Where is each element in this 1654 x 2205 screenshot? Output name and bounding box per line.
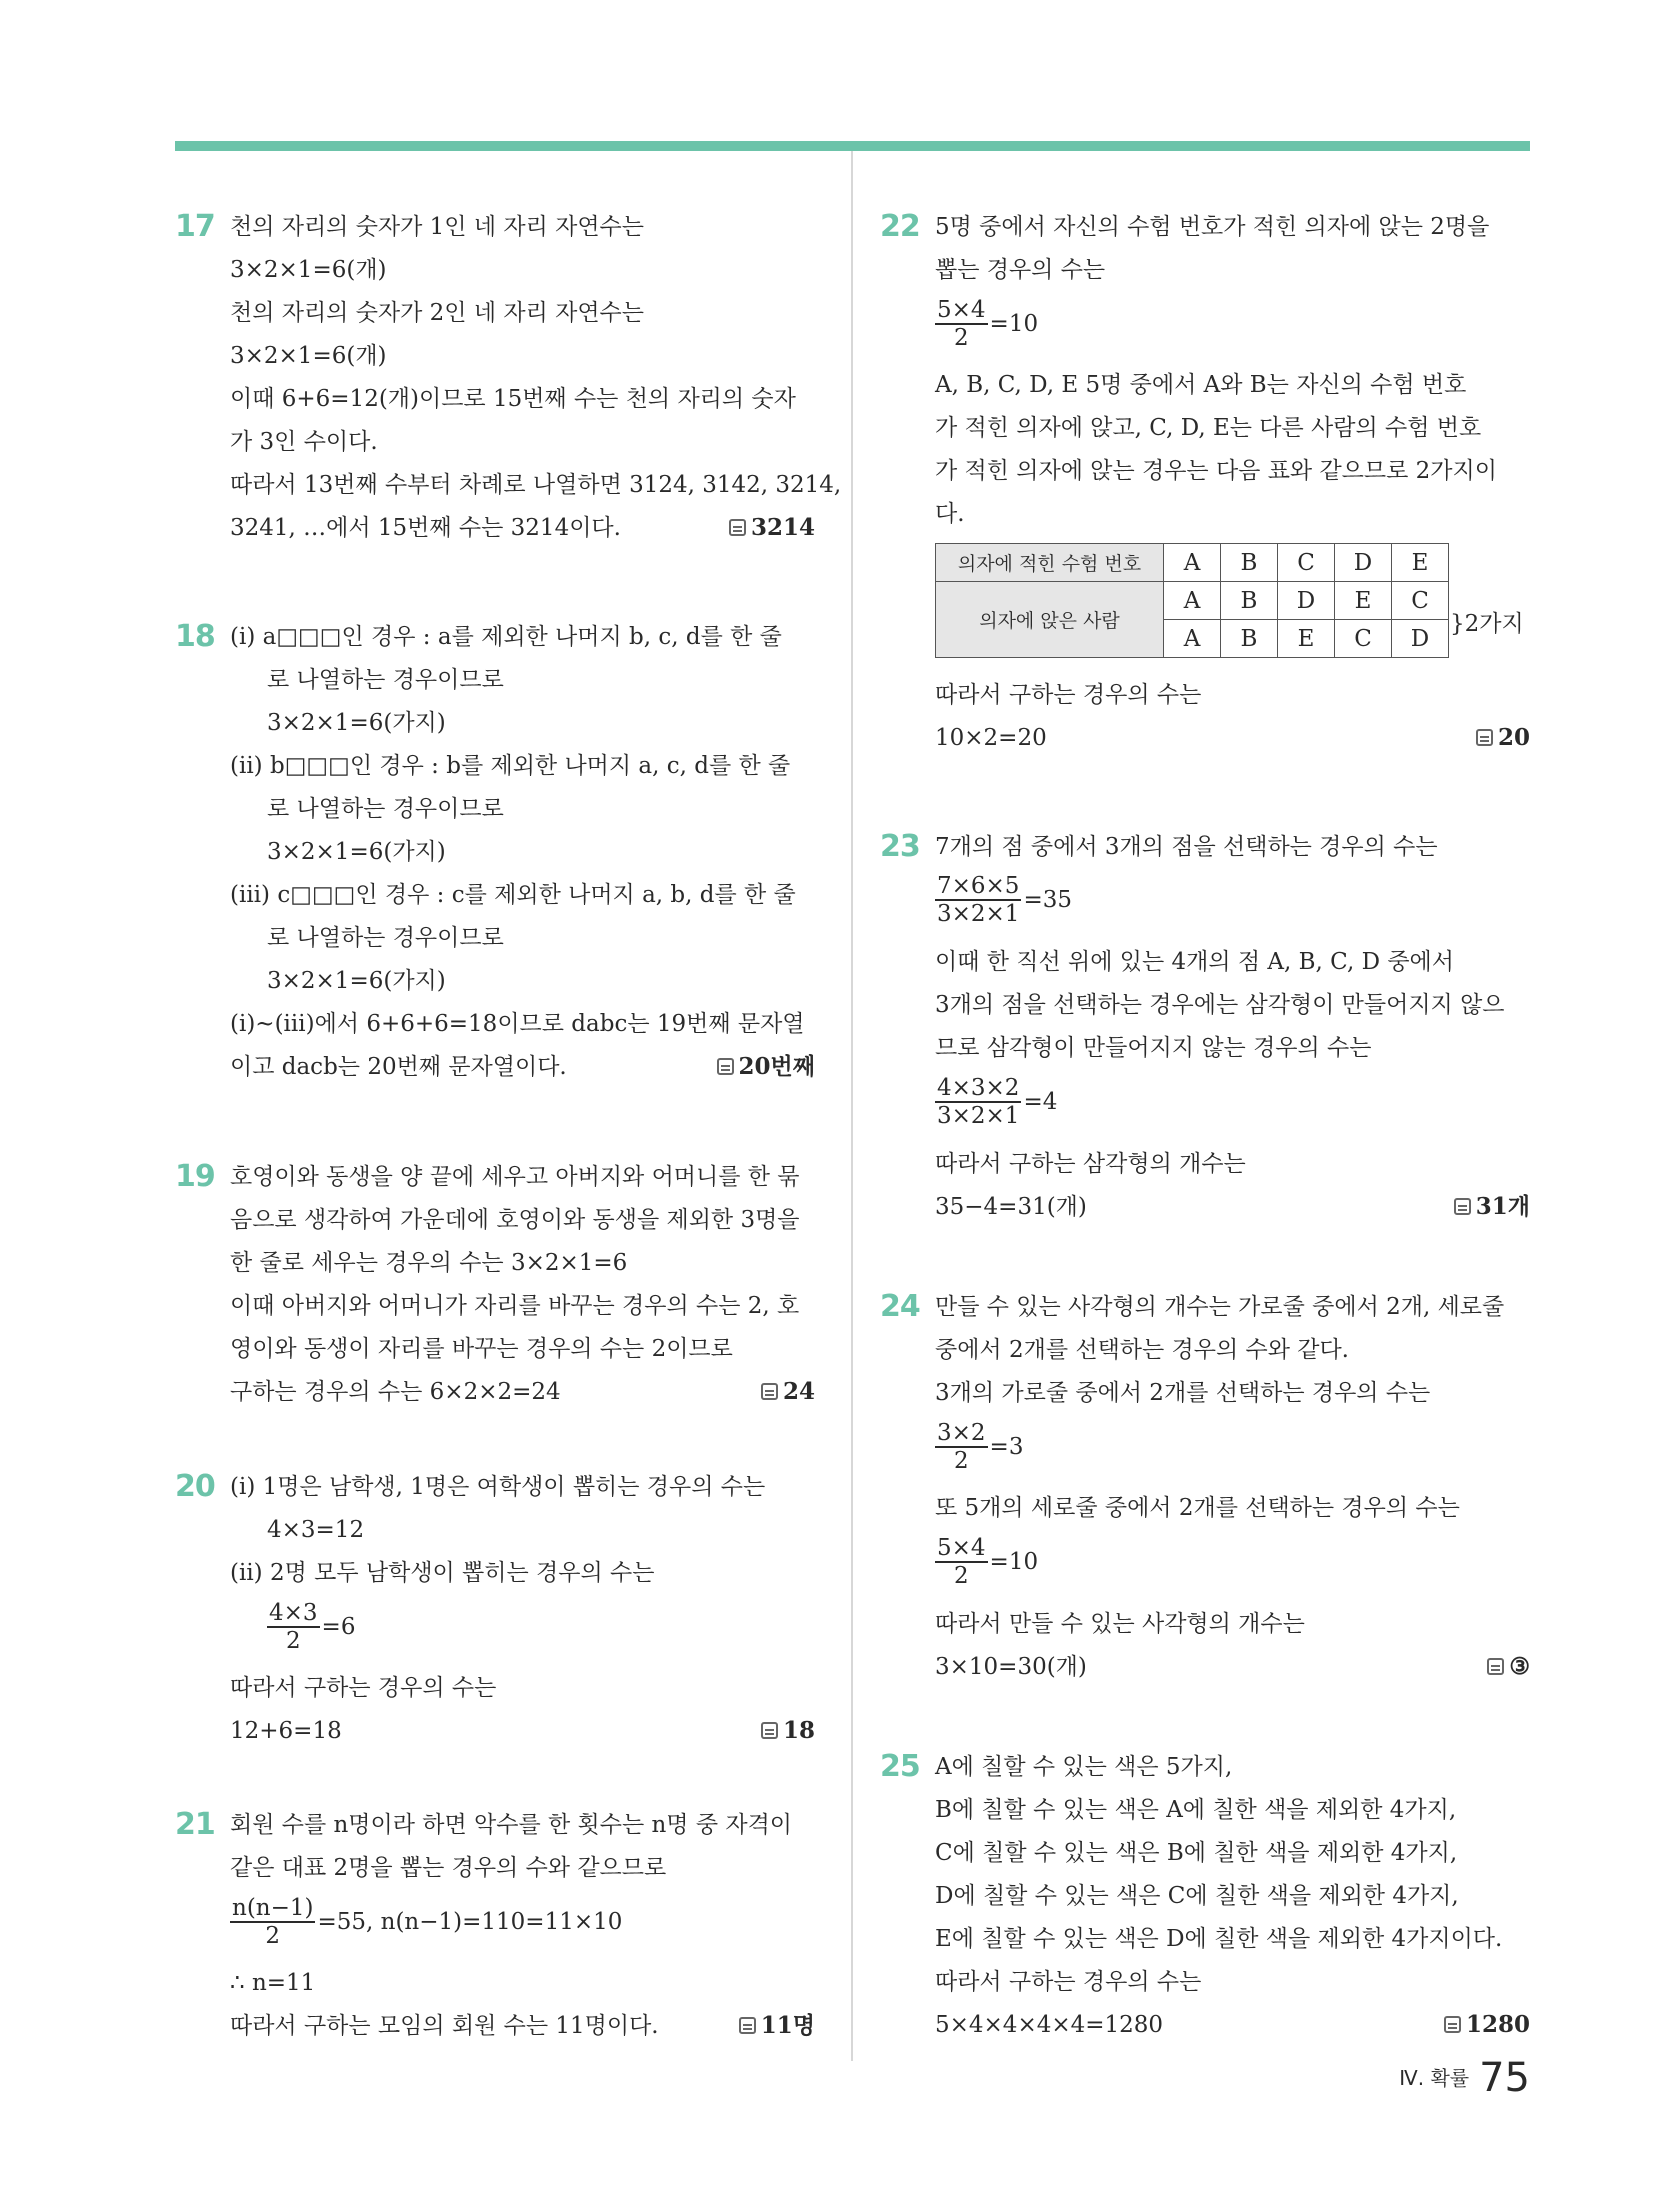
page-number: 75 xyxy=(1479,2055,1530,2101)
text-line: 4×3=12 xyxy=(267,1517,365,1543)
text-line: 로 나열하는 경우이므로 xyxy=(267,796,504,822)
answer-value: 20 xyxy=(1497,724,1530,751)
answer xyxy=(1476,716,1530,760)
table-cell: A xyxy=(1164,544,1221,582)
text-line: 이때 6+6=12(개)이므로 15번째 수는 천의 자리의 숫자 xyxy=(230,386,796,412)
fraction-expression xyxy=(230,1895,622,1949)
fraction-rest: =6 xyxy=(321,1613,356,1640)
column-divider xyxy=(851,151,853,2061)
text-line: 따라서 구하는 삼각형의 개수는 xyxy=(935,1151,1246,1177)
text-line: 이때 한 직선 위에 있는 4개의 점 A, B, C, D 중에서 xyxy=(935,949,1454,975)
text-line: 로 나열하는 경우이므로 xyxy=(267,667,504,693)
fraction-denominator: 3×2×1 xyxy=(937,900,1020,927)
text-line: 가 적힌 의자에 앉는 경우는 다음 표와 같으므로 2가지이 xyxy=(935,458,1497,484)
fraction-numerator: 7×6×5 xyxy=(937,873,1020,899)
table-cell: A xyxy=(1164,620,1221,658)
text-line: 3×2×1=6(개) xyxy=(230,257,387,283)
problem-number: 24 xyxy=(880,1289,920,1324)
text-line: 회원 수를 n명이라 하면 악수를 한 횟수는 n명 중 자격이 xyxy=(230,1812,793,1838)
text-line: 3×2×1=6(가지) xyxy=(267,839,446,865)
text-line: A에 칠할 수 있는 색은 5가지, xyxy=(935,1754,1233,1780)
fraction-numerator: 4×3 xyxy=(269,1600,318,1626)
text-line: ∴ n=11 xyxy=(230,1970,316,1996)
text-line: B에 칠할 수 있는 색은 A에 칠한 색을 제외한 4가지, xyxy=(935,1797,1457,1823)
fraction-numerator: 5×4 xyxy=(937,1535,986,1561)
table-cell: B xyxy=(1221,582,1278,620)
table-row xyxy=(936,582,1449,620)
text-line: 3241, …에서 15번째 수는 3214이다. xyxy=(230,515,621,541)
table-cell: E xyxy=(1335,582,1392,620)
text-line: 중에서 2개를 선택하는 경우의 수와 같다. xyxy=(935,1337,1349,1363)
problem-number: 22 xyxy=(880,209,920,244)
text-line: 3개의 점을 선택하는 경우에는 삼각형이 만들어지지 않으 xyxy=(935,992,1505,1018)
fraction-rest: =4 xyxy=(1023,1088,1058,1115)
fraction-rest: =3 xyxy=(989,1433,1024,1460)
table-header-cell: 의자에 적힌 수험 번호 xyxy=(936,544,1164,582)
table-cell: A xyxy=(1164,582,1221,620)
answer-value: 20번째 xyxy=(738,1053,815,1080)
table-row xyxy=(936,544,1449,582)
answer xyxy=(761,1709,815,1753)
fraction-denominator: 3×2×1 xyxy=(937,1102,1020,1129)
answer-mark-icon xyxy=(761,1383,778,1400)
answer-mark-icon xyxy=(1444,2016,1461,2033)
text-line: (ⅲ) c□□□인 경우 : c를 제외한 나머지 a, b, d를 한 줄 xyxy=(230,882,796,908)
fraction-denominator: 2 xyxy=(953,1562,969,1589)
answer xyxy=(717,1045,815,1089)
table-cell: D xyxy=(1335,544,1392,582)
answer xyxy=(1454,1185,1530,1229)
text-line: 35−4=31(개) xyxy=(935,1194,1087,1220)
text-line: 5×4×4×4×4=1280 xyxy=(935,2012,1164,2038)
table-cell: E xyxy=(1392,544,1449,582)
problem-number: 18 xyxy=(175,619,215,654)
text-line: 이고 dacb는 20번째 문자열이다. xyxy=(230,1054,567,1080)
fraction-denominator: 2 xyxy=(265,1922,281,1949)
text-line: 5명 중에서 자신의 수험 번호가 적힌 의자에 앉는 2명을 xyxy=(935,214,1490,240)
answer xyxy=(761,1370,815,1414)
text-line: 이때 아버지와 어머니가 자리를 바꾸는 경우의 수는 2, 호 xyxy=(230,1293,800,1319)
text-line: 로 나열하는 경우이므로 xyxy=(267,925,504,951)
text-line: 므로 삼각형이 만들어지지 않는 경우의 수는 xyxy=(935,1035,1372,1061)
text-line: 3×2×1=6(가지) xyxy=(267,710,446,736)
text-line: 10×2=20 xyxy=(935,725,1047,751)
text-line: (ⅰ)~(ⅲ)에서 6+6+6=18이므로 dabc는 19번째 문자열 xyxy=(230,1011,805,1037)
answer-value: 24 xyxy=(782,1378,815,1405)
text-line: 따라서 구하는 경우의 수는 xyxy=(230,1675,497,1701)
answer-mark-icon xyxy=(739,2017,756,2034)
brace-label: }2가지 xyxy=(1450,611,1524,637)
table-cell: C xyxy=(1392,582,1449,620)
problem-number: 19 xyxy=(175,1159,215,1194)
answer-value: 31개 xyxy=(1475,1193,1530,1220)
fraction-numerator: 4×3×2 xyxy=(937,1075,1020,1101)
answer-mark-icon xyxy=(1454,1198,1471,1215)
text-line: 음으로 생각하여 가운데에 호영이와 동생을 제외한 3명을 xyxy=(230,1207,800,1233)
table-cell: E xyxy=(1278,620,1335,658)
text-line: 뽑는 경우의 수는 xyxy=(935,257,1106,283)
text-line: (ⅱ) b□□□인 경우 : b를 제외한 나머지 a, c, d를 한 줄 xyxy=(230,753,791,779)
text-line: 3개의 가로줄 중에서 2개를 선택하는 경우의 수는 xyxy=(935,1380,1431,1406)
text-line: 가 적힌 의자에 앉고, C, D, E는 다른 사람의 수험 번호 xyxy=(935,415,1482,441)
answer-mark-icon xyxy=(1476,729,1493,746)
text-line: 따라서 구하는 모임의 회원 수는 11명이다. xyxy=(230,2013,659,2039)
text-line: E에 칠할 수 있는 색은 D에 칠한 색을 제외한 4가지이다. xyxy=(935,1926,1503,1952)
text-line: 3×2×1=6(개) xyxy=(230,343,387,369)
answer xyxy=(739,2004,815,2048)
fraction-expression xyxy=(935,1535,1038,1589)
fraction-numerator: 5×4 xyxy=(937,297,986,323)
fraction-rest: =10 xyxy=(989,310,1039,337)
answer-value: 3214 xyxy=(750,514,815,541)
text-line: 영이와 동생이 자리를 바꾸는 경우의 수는 2이므로 xyxy=(230,1336,733,1362)
answer-value: ③ xyxy=(1509,1653,1530,1680)
fraction-denominator: 2 xyxy=(953,324,969,351)
text-line: 따라서 13번째 수부터 차례로 나열하면 3124, 3142, 3214, xyxy=(230,472,842,498)
fraction-expression xyxy=(935,1420,1023,1474)
answer xyxy=(1487,1645,1530,1689)
fraction-denominator: 2 xyxy=(285,1627,301,1654)
text-line: C에 칠할 수 있는 색은 B에 칠한 색을 제외한 4가지, xyxy=(935,1840,1458,1866)
text-line: (ⅰ) a□□□인 경우 : a를 제외한 나머지 b, c, d를 한 줄 xyxy=(230,624,782,650)
fraction-rest: =55, n(n−1)=110=11×10 xyxy=(317,1908,623,1935)
table-cell: B xyxy=(1221,620,1278,658)
fraction-expression xyxy=(935,873,1072,927)
text-line: 구하는 경우의 수는 6×2×2=24 xyxy=(230,1379,561,1405)
text-line: 천의 자리의 숫자가 1인 네 자리 자연수는 xyxy=(230,214,644,240)
text-line: 따라서 구하는 경우의 수는 xyxy=(935,682,1202,708)
table-header-cell: 의자에 앉은 사람 xyxy=(936,582,1164,658)
text-line: 가 3인 수이다. xyxy=(230,429,378,455)
answer-mark-icon xyxy=(717,1058,734,1075)
problem-number: 21 xyxy=(175,1807,215,1842)
fraction-denominator: 2 xyxy=(953,1447,969,1474)
text-line: 또 5개의 세로줄 중에서 2개를 선택하는 경우의 수는 xyxy=(935,1495,1460,1521)
table-cell: C xyxy=(1278,544,1335,582)
problem-number: 17 xyxy=(175,209,215,244)
text-line: 다. xyxy=(935,501,965,527)
fraction-expression xyxy=(935,1075,1057,1129)
answer-mark-icon xyxy=(1487,1658,1504,1675)
page-footer xyxy=(1399,2055,1530,2101)
seat-table xyxy=(935,543,1449,658)
answer-value: 18 xyxy=(782,1717,815,1744)
text-line: 3×10=30(개) xyxy=(935,1654,1087,1680)
table-cell: B xyxy=(1221,544,1278,582)
answer-value: 11명 xyxy=(760,2012,815,2039)
text-line: (ⅱ) 2명 모두 남학생이 뽑히는 경우의 수는 xyxy=(230,1560,655,1586)
problem-number: 23 xyxy=(880,829,920,864)
fraction-expression xyxy=(267,1600,355,1654)
text-line: 7개의 점 중에서 3개의 점을 선택하는 경우의 수는 xyxy=(935,834,1438,860)
text-line: 3×2×1=6(가지) xyxy=(267,968,446,994)
fraction-numerator: n(n−1) xyxy=(232,1895,314,1921)
answer xyxy=(1444,2003,1530,2047)
problem-number: 20 xyxy=(175,1469,215,1504)
fraction-rest: =10 xyxy=(989,1548,1039,1575)
text-line: (ⅰ) 1명은 남학생, 1명은 여학생이 뽑히는 경우의 수는 xyxy=(230,1474,766,1500)
text-line: 천의 자리의 숫자가 2인 네 자리 자연수는 xyxy=(230,300,644,326)
top-accent-bar xyxy=(175,141,1530,151)
answer-mark-icon xyxy=(761,1722,778,1739)
text-line: 만들 수 있는 사각형의 개수는 가로줄 중에서 2개, 세로줄 xyxy=(935,1294,1505,1320)
text-line: A, B, C, D, E 5명 중에서 A와 B는 자신의 수험 번호 xyxy=(935,372,1467,398)
answer-value: 1280 xyxy=(1465,2011,1530,2038)
table-cell: D xyxy=(1278,582,1335,620)
table-cell: D xyxy=(1392,620,1449,658)
text-line: 한 줄로 세우는 경우의 수는 3×2×1=6 xyxy=(230,1250,628,1276)
answer-mark-icon xyxy=(729,519,746,536)
answer xyxy=(729,506,815,550)
fraction-numerator: 3×2 xyxy=(937,1420,986,1446)
text-line: 호영이와 동생을 양 끝에 세우고 아버지와 어머니를 한 묶 xyxy=(230,1164,800,1190)
table-cell: C xyxy=(1335,620,1392,658)
text-line: 따라서 만들 수 있는 사각형의 개수는 xyxy=(935,1611,1305,1637)
fraction-rest: =35 xyxy=(1023,886,1072,913)
text-line: D에 칠할 수 있는 색은 C에 칠한 색을 제외한 4가지, xyxy=(935,1883,1459,1909)
problem-number: 25 xyxy=(880,1749,920,1784)
text-line: 같은 대표 2명을 뽑는 경우의 수와 같으므로 xyxy=(230,1855,667,1881)
text-line: 12+6=18 xyxy=(230,1718,342,1744)
fraction-expression xyxy=(935,297,1038,351)
chapter-label: Ⅳ. 확률 xyxy=(1399,2066,1470,2090)
text-line: 따라서 구하는 경우의 수는 xyxy=(935,1969,1202,1995)
